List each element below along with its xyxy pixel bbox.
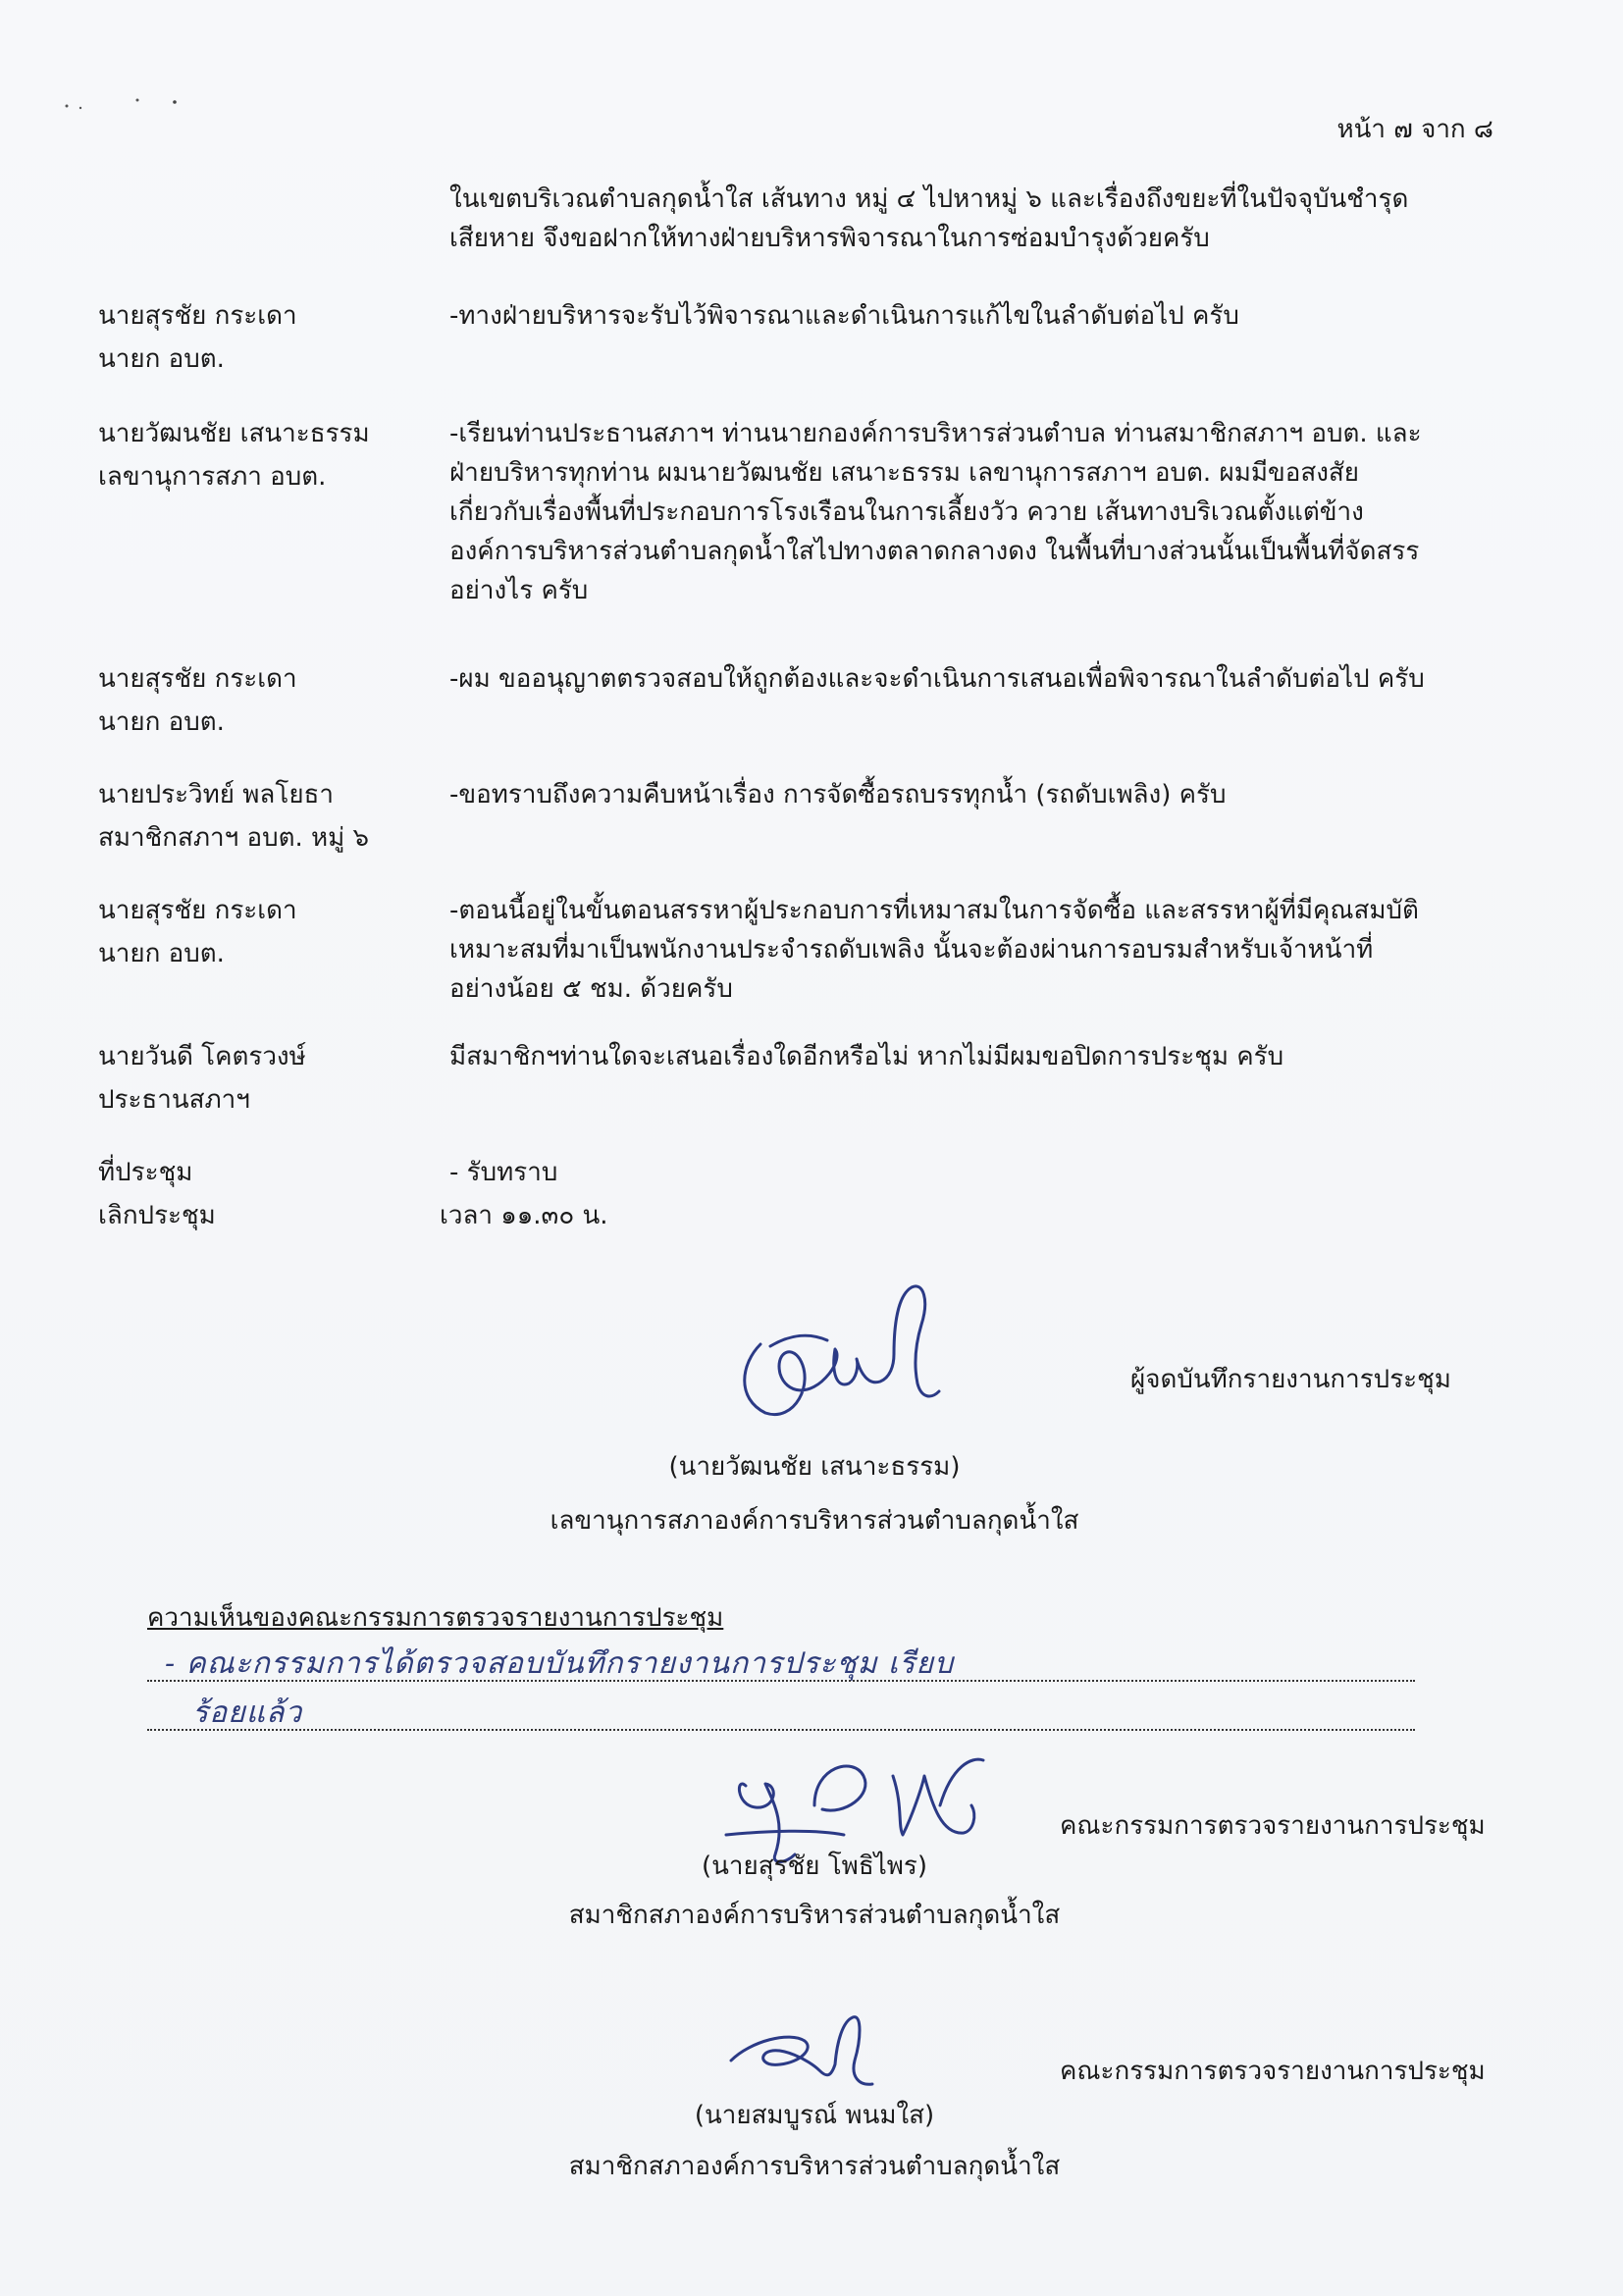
intro-paragraph <box>449 180 1408 258</box>
speaker-role: นายก อบต. <box>98 344 225 374</box>
committee-comment-line2: ร้อยแล้ว <box>192 1696 303 1730</box>
speech-line: อย่างน้อย ๕ ชม. ด้วยครับ <box>449 974 733 1004</box>
speaker-role: เลขานุการสภา อบต. <box>98 462 327 492</box>
intro-line: เสียหาย จึงขอฝากให้ทางฝ่ายบริหารพิจารณาในการซ่อมบำรุงด้วยครับ <box>449 224 1210 253</box>
speech-line: อย่างไร ครับ <box>449 576 589 605</box>
committee-title: ความเห็นของคณะกรรมการตรวจรายงานการประชุม <box>147 1603 724 1633</box>
recorder-position: เลขานุการสภาองค์การบริหารส่วนตำบลกุดน้ำใส <box>550 1506 1079 1536</box>
speaker-role: สมาชิกสภาฯ อบต. หมู่ ๖ <box>98 823 370 853</box>
speech-line: เกี่ยวกับเรื่องพื้นที่ประกอบการโรงเรือนในการเลี้ยงวัว ควาย เส้นทางบริเวณตั้งแต่ข้าง <box>449 497 1364 527</box>
speech-line: เหมาะสมที่มาเป็นพนักงานประจำรถดับเพลิง นั้นจะต้องผ่านการอบรมสำหรับเจ้าหน้าที่ <box>449 935 1374 965</box>
reviewer-signature <box>711 2002 888 2100</box>
speech-line: -ตอนนี้อยู่ในขั้นตอนสรรหาผู้ประกอบการที่เหมาสมในการจัดซื้อ และสรรหาผู้ที่มีคุณสมบัติ <box>449 896 1419 925</box>
meeting-value: - รับทราบ <box>449 1158 558 1187</box>
page-number: หน้า ๗ จาก ๘ <box>1336 115 1493 144</box>
speech-line: -ขอทราบถึงความคืบหน้าเรื่อง การจัดซื้อรถบรรทุกน้ำ (รถดับเพลิง) ครับ <box>449 780 1227 809</box>
reviewer-position: สมาชิกสภาองค์การบริหารส่วนตำบลกุดน้ำใส <box>568 1901 1061 1930</box>
intro-line: ในเขตบริเวณตำบลกุดน้ำใส เส้นทาง หมู่ ๔ ไปหาหมู่ ๖ และเรื่องถึงขยะที่ในปัจจุบันชำรุด <box>449 184 1409 214</box>
speaker-name: นายสุรชัย กระเดา <box>98 301 297 331</box>
speaker-name: นายวันดี โคตรวงษ์ <box>98 1042 306 1071</box>
recorder-name: (นายวัฒนชัย เสนาะธรรม) <box>668 1452 961 1482</box>
speech-line: องค์การบริหารส่วนตำบลกุดน้ำใสไปทางตลาดกลางดง ในพื้นที่บางส่วนนั้นเป็นพื้นที่จัดสรร <box>449 537 1420 566</box>
speech-text <box>449 659 1529 699</box>
speaker-name: นายประวิทย์ พลโยธา <box>98 780 335 809</box>
scan-specks <box>59 88 196 118</box>
speaker-name: นายสุรชัย กระเดา <box>98 664 297 694</box>
speech-line: -ผม ขออนุญาตตรวจสอบให้ถูกต้องและจะดำเนินการเสนอเพื่อพิจารณาในลำดับต่อไป ครับ <box>449 664 1425 694</box>
committee-comment-line1: - คณะกรรมการได้ตรวจสอบบันทึกรายงานการประชุม เรียบ <box>165 1646 955 1681</box>
speech-text <box>449 414 1529 610</box>
reviewer-name: (นายสุรชัย โพธิไพร) <box>701 1852 928 1881</box>
reviewer-role: คณะกรรมการตรวจรายงานการประชุม <box>1060 1811 1486 1841</box>
speech-line: ฝ่ายบริหารทุกท่าน ผมนายวัฒนชัย เสนาะธรรม เลขานุการสภาฯ อบต. ผมมีขอสงสัย <box>449 458 1360 488</box>
dotted-line <box>147 1729 1415 1731</box>
speaker-role: นายก อบต. <box>98 707 225 737</box>
meeting-label: ที่ประชุม <box>98 1158 193 1187</box>
recorder-role: ผู้จดบันทึกรายงานการประชุม <box>1130 1365 1451 1394</box>
speaker-role: ประธานสภาฯ <box>98 1085 250 1115</box>
dotted-line <box>147 1680 1415 1682</box>
recorder-signature <box>721 1276 947 1423</box>
speaker-role: นายก อบต. <box>98 939 225 968</box>
speaker-name: นายวัฒนชัย เสนาะธรรม <box>98 419 370 448</box>
speech-line: -ทางฝ่ายบริหารจะรับไว้พิจารณาและดำเนินการแก้ไขในลำดับต่อไป ครับ <box>449 301 1239 331</box>
reviewer-position: สมาชิกสภาองค์การบริหารส่วนตำบลกุดน้ำใส <box>568 2152 1061 2181</box>
speech-text <box>449 891 1529 1009</box>
speech-text <box>449 296 1529 336</box>
speech-text <box>449 775 1529 814</box>
speech-text <box>449 1037 1529 1076</box>
reviewer-name: (นายสมบูรณ์ พนมใส) <box>694 2101 935 2130</box>
speech-line: -เรียนท่านประธานสภาฯ ท่านนายกองค์การบริหารส่วนตำบล ท่านสมาชิกสภาฯ อบต. และ <box>449 419 1422 448</box>
speaker-name: นายสุรชัย กระเดา <box>98 896 297 925</box>
reviewer-role: คณะกรรมการตรวจรายงานการประชุม <box>1060 2057 1486 2086</box>
meeting-end-label: เลิกประชุม <box>98 1201 216 1230</box>
meeting-end-value: เวลา ๑๑.๓๐ น. <box>440 1201 608 1230</box>
speech-line: มีสมาชิกฯท่านใดจะเสนอเรื่องใดอีกหรือไม่ หากไม่มีผมขอปิดการประชุม ครับ <box>449 1042 1284 1071</box>
